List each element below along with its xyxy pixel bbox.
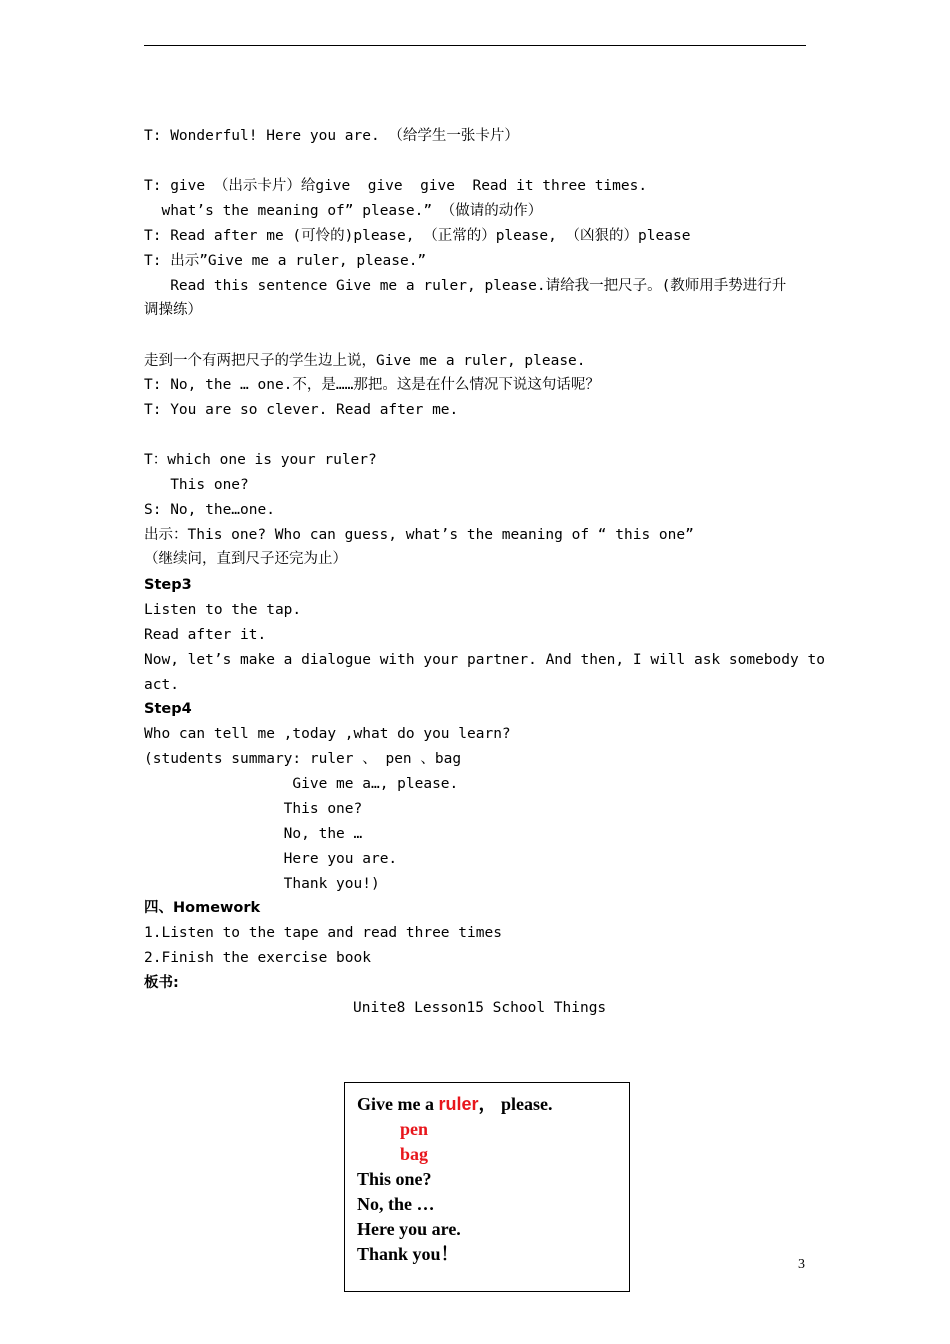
text-line: T: give （出示卡片）给give give give Read it three times. — [144, 178, 648, 194]
board-text: Give me a — [357, 1094, 439, 1114]
board-line-thank-you: Thank you！ — [357, 1244, 459, 1264]
blackboard-box — [344, 1082, 630, 1292]
text-line: This one? — [144, 801, 363, 817]
header-rule — [144, 45, 806, 46]
text-line: Step3 — [144, 577, 192, 593]
text-line: Now, let’s make a dialogue with your partner. And then, I will ask somebody to — [144, 652, 825, 668]
text-line: T: 出示”Give me a ruler, please.” — [144, 253, 427, 269]
text-line: 四、Homework — [144, 900, 261, 916]
text-line: No, the … — [144, 826, 363, 842]
text-line: 走到一个有两把尺子的学生边上说，Give me a ruler, please. — [144, 353, 586, 369]
board-line-no-the: No, the … — [357, 1194, 435, 1214]
text-line: T: Wonderful! Here you are. （给学生一张卡片） — [144, 128, 519, 144]
text-line: 调操练） — [144, 302, 202, 318]
text-line: act. — [144, 677, 179, 693]
text-line: T: You are so clever. Read after me. — [144, 402, 459, 418]
text-line: (students summary: ruler 、 pen 、bag — [144, 751, 462, 767]
text-line: Read after it. — [144, 627, 267, 643]
board-line-this-one: This one? — [357, 1169, 432, 1189]
text-line: T: No, the … one.不，是……那把。这是在什么情况下说这句话呢？ — [144, 377, 600, 393]
text-line: Give me a…, please. — [144, 776, 459, 792]
text-line: Thank you!) — [144, 876, 380, 892]
text-line: 板书: — [144, 975, 179, 991]
text-line: what’s the meaning of” please.” （做请的动作） — [144, 203, 543, 219]
text-line: （继续问，直到尺子还完为止） — [144, 551, 347, 567]
text-line: This one? — [144, 477, 249, 493]
text-line: Listen to the tap. — [144, 602, 302, 618]
text-line: S: No, the…one. — [144, 502, 275, 518]
page-number: 3 — [798, 1257, 805, 1272]
text-line: T: Read after me (可怜的)please, （正常的）please, （凶狠的）please — [144, 228, 691, 244]
board-line-here-you-are: Here you are. — [357, 1219, 461, 1239]
text-line: 出示：This one? Who can guess, what’s the meaning of “ this one” — [144, 527, 694, 543]
text-line: T：which one is your ruler? — [144, 452, 377, 468]
board-title: Unite8 Lesson15 School Things — [353, 1000, 607, 1016]
board-word-pen: pen — [400, 1119, 429, 1139]
text-line: 2.Finish the exercise book — [144, 950, 371, 966]
board-text: ， please. — [478, 1094, 553, 1114]
board-line-give-me — [357, 1093, 553, 1115]
board-word-bag: bag — [400, 1144, 429, 1164]
text-line: 1.Listen to the tape and read three times — [144, 925, 502, 941]
text-line: Here you are. — [144, 851, 398, 867]
text-line: Read this sentence Give me a ruler, please.请给我一把尺子。(教师用手势进行升 — [144, 278, 787, 294]
text-line: Step4 — [144, 701, 192, 717]
text-line: Who can tell me ,today ,what do you learn? — [144, 726, 511, 742]
board-word-ruler: ruler — [438, 1094, 479, 1114]
